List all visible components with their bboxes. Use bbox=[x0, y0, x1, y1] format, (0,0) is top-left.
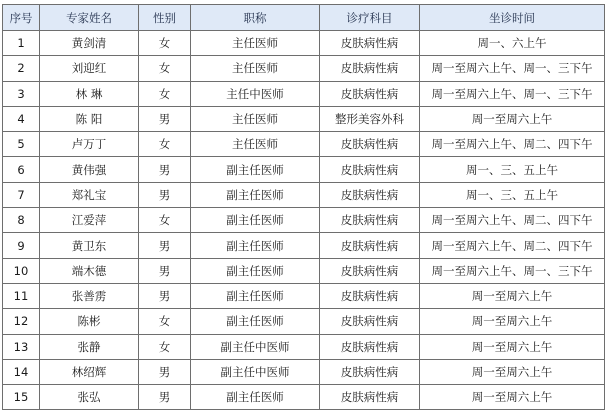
cell-dept: 皮肤病性病 bbox=[320, 309, 420, 334]
cell-dept: 皮肤病性病 bbox=[320, 132, 420, 157]
header-cell-no: 序号 bbox=[3, 5, 40, 31]
table-row bbox=[3, 208, 605, 233]
cell-gender: 男 bbox=[139, 106, 191, 131]
cell-no: 15 bbox=[3, 385, 40, 410]
cell-title: 主任医师 bbox=[191, 106, 320, 131]
cell-no: 1 bbox=[3, 31, 40, 56]
table-row bbox=[3, 132, 605, 157]
cell-dept: 皮肤病性病 bbox=[320, 157, 420, 182]
cell-schedule: 周一至周六上午、周二、四下午 bbox=[420, 208, 605, 233]
table-row bbox=[3, 56, 605, 81]
table-body bbox=[3, 31, 605, 410]
cell-name: 刘迎红 bbox=[40, 56, 139, 81]
cell-gender: 男 bbox=[139, 283, 191, 308]
cell-title: 主任医师 bbox=[191, 31, 320, 56]
cell-schedule: 周一至周六上午 bbox=[420, 283, 605, 308]
cell-no: 4 bbox=[3, 106, 40, 131]
table-row bbox=[3, 359, 605, 384]
cell-no: 10 bbox=[3, 258, 40, 283]
cell-gender: 女 bbox=[139, 31, 191, 56]
table-row bbox=[3, 157, 605, 182]
table-row bbox=[3, 258, 605, 283]
cell-gender: 女 bbox=[139, 309, 191, 334]
cell-no: 5 bbox=[3, 132, 40, 157]
cell-name: 端木德 bbox=[40, 258, 139, 283]
cell-name: 张善雳 bbox=[40, 283, 139, 308]
cell-schedule: 周一、三、五上午 bbox=[420, 157, 605, 182]
cell-gender: 女 bbox=[139, 81, 191, 106]
cell-gender: 女 bbox=[139, 334, 191, 359]
cell-no: 8 bbox=[3, 208, 40, 233]
cell-dept: 皮肤病性病 bbox=[320, 208, 420, 233]
cell-title: 副主任医师 bbox=[191, 385, 320, 410]
cell-title: 副主任中医师 bbox=[191, 334, 320, 359]
cell-name: 张静 bbox=[40, 334, 139, 359]
table-row bbox=[3, 385, 605, 410]
cell-no: 14 bbox=[3, 359, 40, 384]
cell-gender: 男 bbox=[139, 385, 191, 410]
cell-gender: 男 bbox=[139, 182, 191, 207]
cell-name: 陈彬 bbox=[40, 309, 139, 334]
cell-schedule: 周一至周六上午 bbox=[420, 385, 605, 410]
cell-schedule: 周一至周六上午 bbox=[420, 334, 605, 359]
cell-schedule: 周一至周六上午、周一、三下午 bbox=[420, 258, 605, 283]
cell-gender: 女 bbox=[139, 56, 191, 81]
header-row bbox=[3, 5, 605, 31]
table-row bbox=[3, 309, 605, 334]
table-row bbox=[3, 106, 605, 131]
cell-dept: 皮肤病性病 bbox=[320, 283, 420, 308]
cell-schedule: 周一至周六上午 bbox=[420, 106, 605, 131]
cell-name: 张弘 bbox=[40, 385, 139, 410]
header-cell-dept: 诊疗科目 bbox=[320, 5, 420, 31]
cell-gender: 男 bbox=[139, 258, 191, 283]
table-row bbox=[3, 182, 605, 207]
cell-schedule: 周一至周六上午、周二、四下午 bbox=[420, 233, 605, 258]
expert-schedule-table-wrapper bbox=[2, 4, 605, 410]
cell-gender: 女 bbox=[139, 132, 191, 157]
cell-title: 主任医师 bbox=[191, 132, 320, 157]
cell-name: 陈 阳 bbox=[40, 106, 139, 131]
cell-dept: 皮肤病性病 bbox=[320, 385, 420, 410]
header-cell-name: 专家姓名 bbox=[40, 5, 139, 31]
cell-name: 卢万丁 bbox=[40, 132, 139, 157]
cell-dept: 皮肤病性病 bbox=[320, 258, 420, 283]
cell-name: 黄卫东 bbox=[40, 233, 139, 258]
cell-title: 副主任医师 bbox=[191, 309, 320, 334]
cell-no: 6 bbox=[3, 157, 40, 182]
cell-title: 副主任医师 bbox=[191, 258, 320, 283]
cell-no: 3 bbox=[3, 81, 40, 106]
cell-title: 副主任医师 bbox=[191, 157, 320, 182]
cell-name: 郑礼宝 bbox=[40, 182, 139, 207]
header-cell-gender: 性别 bbox=[139, 5, 191, 31]
table-row bbox=[3, 283, 605, 308]
cell-no: 12 bbox=[3, 309, 40, 334]
cell-title: 主任中医师 bbox=[191, 81, 320, 106]
cell-dept: 皮肤病性病 bbox=[320, 182, 420, 207]
cell-schedule: 周一、三、五上午 bbox=[420, 182, 605, 207]
cell-schedule: 周一至周六上午 bbox=[420, 309, 605, 334]
table-row bbox=[3, 334, 605, 359]
cell-dept: 皮肤病性病 bbox=[320, 31, 420, 56]
cell-schedule: 周一至周六上午、周一、三下午 bbox=[420, 81, 605, 106]
cell-no: 13 bbox=[3, 334, 40, 359]
cell-title: 副主任医师 bbox=[191, 208, 320, 233]
cell-no: 2 bbox=[3, 56, 40, 81]
cell-title: 副主任医师 bbox=[191, 233, 320, 258]
cell-schedule: 周一至周六上午 bbox=[420, 359, 605, 384]
cell-name: 江爱萍 bbox=[40, 208, 139, 233]
cell-no: 9 bbox=[3, 233, 40, 258]
cell-title: 副主任医师 bbox=[191, 182, 320, 207]
table-row bbox=[3, 81, 605, 106]
cell-dept: 皮肤病性病 bbox=[320, 359, 420, 384]
cell-schedule: 周一、六上午 bbox=[420, 31, 605, 56]
cell-name: 林 琳 bbox=[40, 81, 139, 106]
cell-title: 副主任中医师 bbox=[191, 359, 320, 384]
cell-gender: 女 bbox=[139, 208, 191, 233]
cell-title: 副主任医师 bbox=[191, 283, 320, 308]
cell-dept: 皮肤病性病 bbox=[320, 81, 420, 106]
cell-name: 黄伟强 bbox=[40, 157, 139, 182]
cell-dept: 整形美容外科 bbox=[320, 106, 420, 131]
cell-dept: 皮肤病性病 bbox=[320, 56, 420, 81]
expert-schedule-table bbox=[2, 4, 605, 410]
cell-title: 主任医师 bbox=[191, 56, 320, 81]
header-cell-schedule: 坐诊时间 bbox=[420, 5, 605, 31]
cell-name: 林绍辉 bbox=[40, 359, 139, 384]
cell-gender: 男 bbox=[139, 359, 191, 384]
cell-gender: 男 bbox=[139, 157, 191, 182]
cell-no: 11 bbox=[3, 283, 40, 308]
table-row bbox=[3, 233, 605, 258]
cell-name: 黄剑清 bbox=[40, 31, 139, 56]
cell-dept: 皮肤病性病 bbox=[320, 334, 420, 359]
cell-dept: 皮肤病性病 bbox=[320, 233, 420, 258]
cell-gender: 男 bbox=[139, 233, 191, 258]
cell-schedule: 周一至周六上午、周二、四下午 bbox=[420, 132, 605, 157]
cell-no: 7 bbox=[3, 182, 40, 207]
cell-schedule: 周一至周六上午、周一、三下午 bbox=[420, 56, 605, 81]
header-cell-title: 职称 bbox=[191, 5, 320, 31]
table-row bbox=[3, 31, 605, 56]
